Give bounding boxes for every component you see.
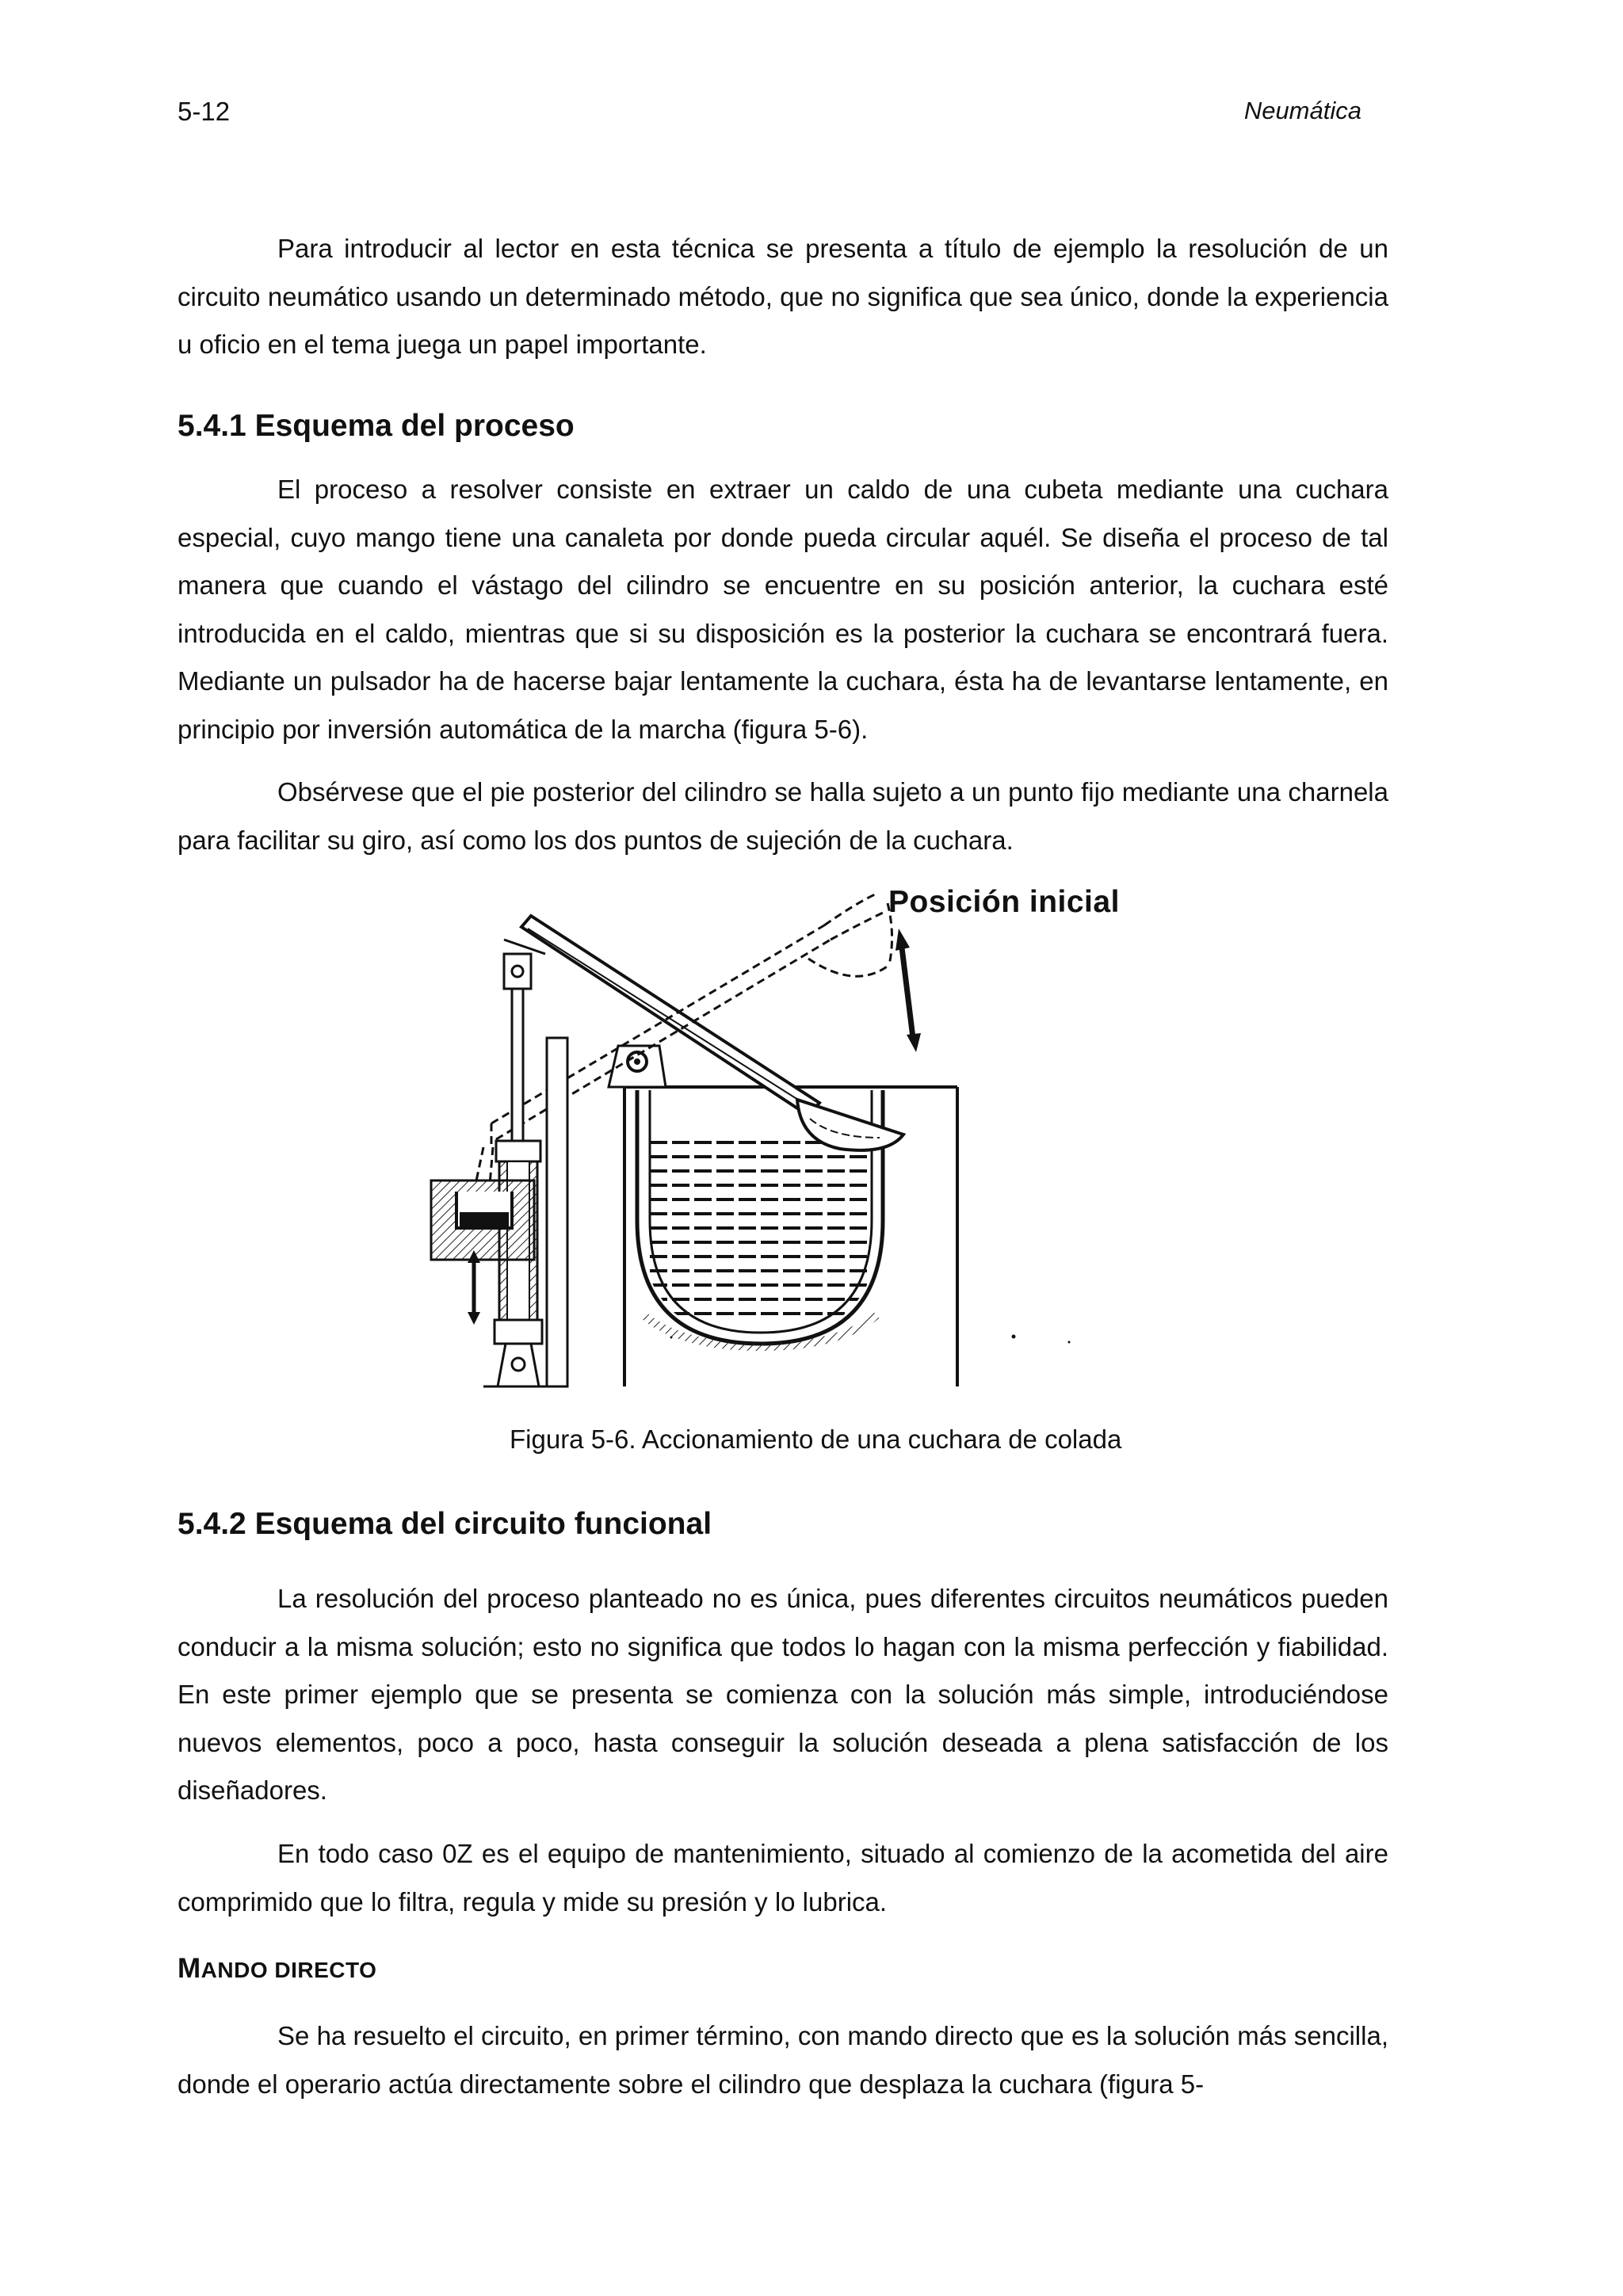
circuit-paragraph-2: En todo caso 0Z es el equipo de mantenimiento, situado al comienzo de la acometida del aire comprimido que lo filtra, regula y mide su presión y lo lubrica. [178, 1839, 1388, 1917]
liquid [650, 1142, 872, 1314]
mould [431, 1180, 534, 1260]
running-head: Neumática [1243, 97, 1361, 124]
tank [624, 1087, 957, 1386]
ladle-arm [521, 916, 903, 1150]
figure-label: Posición inicial [888, 885, 1120, 919]
section-heading-5-4-1: 5.4.1 Esquema del proceso [178, 409, 575, 443]
section-heading-5-4-2: 5.4.2 Esquema del circuito funcional [178, 1507, 712, 1541]
ladle-motion-arrow-icon [896, 929, 921, 1052]
subheading-initial: M [178, 1953, 201, 1984]
ladle-figure [428, 871, 1141, 1426]
support-post [547, 1038, 567, 1386]
cylinder-stroke-arrow-icon [468, 1250, 480, 1325]
intro-paragraph: Para introducir al lector en esta técnica se presenta a título de ejemplo la resolución de un circuito neumático usando un determinado método, que no significa que sea único, donde la experiencia u oficio en el tema juega un papel importante. [178, 234, 1388, 359]
subheading-rest: ANDO DIRECTO [200, 1958, 377, 1982]
subheading-mando-directo [178, 1953, 376, 1985]
process-paragraph-1: El proceso a resolver consiste en extraer un caldo de una cubeta mediante una cuchara especial, cuyo mango tiene una canaleta por donde pueda circular aquél. Se diseña el proceso de tal manera que cuando el vástago del cilindro se encuentre en su posición anterior, la cuchara esté introducida en el caldo, mientras que si su disposición es la posterior la cuchara se encontrará fuera. Mediante un pulsador ha de hacerse bajar lentamente la cuchara, ésta ha de levantarse lentamente, en principio por inversión automática de la marcha (figura 5-6). [178, 475, 1388, 744]
page-number: 5-12 [178, 97, 231, 126]
process-paragraph-2: Obsérvese que el pie posterior del cilindro se halla sujeto a un punto fijo mediante una charnela para facilitar su giro, así como los dos puntos de sujeción de la cuchara. [178, 777, 1388, 855]
figure-caption: Figura 5-6. Accionamiento de una cuchara de colada [510, 1425, 1122, 1454]
circuit-paragraph-1: La resolución del proceso planteado no es única, pues diferentes circuitos neumáticos pueden conducir a la misma solución; esto no significa que todos lo hagan con la misma perfección y fiabilidad. En este primer ejemplo que se presenta se comienza con la solución más simple, introduciéndose nuevos elementos, poco a poco, hasta conseguir la solución deseada a plena satisfacción de los diseñadores. [178, 1584, 1388, 1805]
mando-directo-paragraph: Se ha resuelto el circuito, en primer término, con mando directo que es la solución más sencilla, donde el operario actúa directamente sobre el cilindro que desplaza la cuchara (figura 5- [178, 2021, 1388, 2099]
pneumatic-cylinder [483, 940, 555, 1386]
